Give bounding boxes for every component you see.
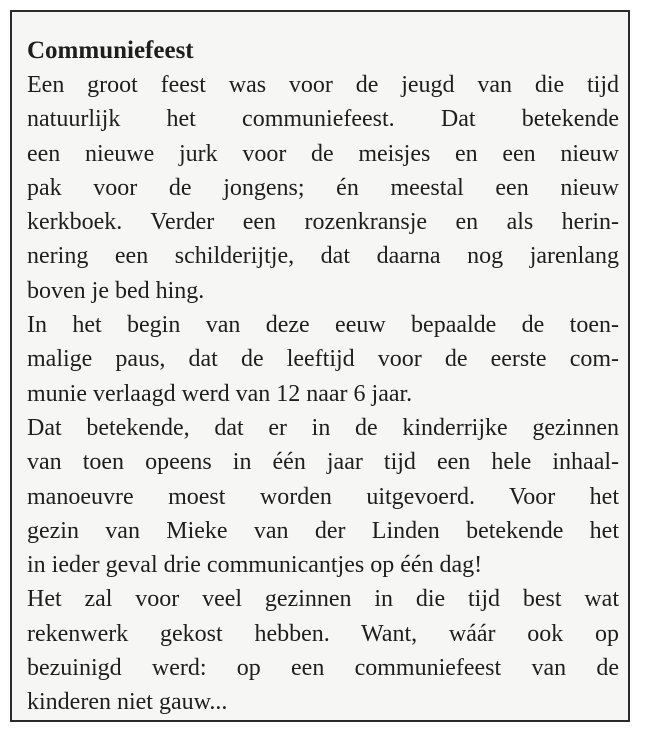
text-line: Een groot feest was voor de jeugd van die tijd — [27, 72, 619, 98]
text-line: een nieuwe jurk voor de meisjes en een nieuw — [27, 140, 619, 167]
text-line: manoeuvre moest worden uitgevoerd. Voor het — [27, 483, 619, 510]
text-line: van toen opeens in één jaar tijd een hele inhaal- — [27, 449, 619, 476]
article-box — [10, 10, 630, 722]
paragraph-4 — [27, 582, 619, 719]
text-line: in ieder geval drie communicantjes op één dag! — [27, 552, 483, 579]
text-line: pak voor de jongens; én meestal een nieuw — [27, 174, 619, 201]
article-content — [27, 34, 619, 720]
paragraph-1 — [27, 68, 619, 308]
text-line: munie verlaagd werd van 12 naar 6 jaar. — [27, 380, 413, 407]
text-line: boven je bed hing. — [27, 277, 205, 304]
paragraph-2 — [27, 308, 619, 411]
text-line: natuurlijk het communiefeest. Dat betekende — [27, 106, 619, 133]
text-line: gezin van Mieke van der Linden betekende het — [27, 517, 619, 544]
text-line: kerkboek. Verder een rozenkransje en als herin- — [27, 209, 619, 236]
text-line: kinderen niet gauw... — [27, 689, 228, 716]
paragraph-3 — [27, 411, 619, 582]
text-line: nering een schilderijtje, dat daarna nog jarenlang — [27, 243, 619, 270]
text-line: malige paus, dat de leeftijd voor de eerste com- — [27, 346, 619, 373]
text-line: In het begin van deze eeuw bepaalde de toen- — [27, 312, 619, 339]
text-line: Het zal voor veel gezinnen in die tijd best wat — [27, 586, 619, 613]
article-title: Communiefeest — [27, 37, 194, 64]
text-line: rekenwerk gekost hebben. Want, wáár ook op — [27, 620, 619, 647]
text-line: Dat betekende, dat er in de kinderrijke gezinnen — [27, 414, 619, 441]
text-line: bezuinigd werd: op een communiefeest van de — [27, 655, 619, 682]
